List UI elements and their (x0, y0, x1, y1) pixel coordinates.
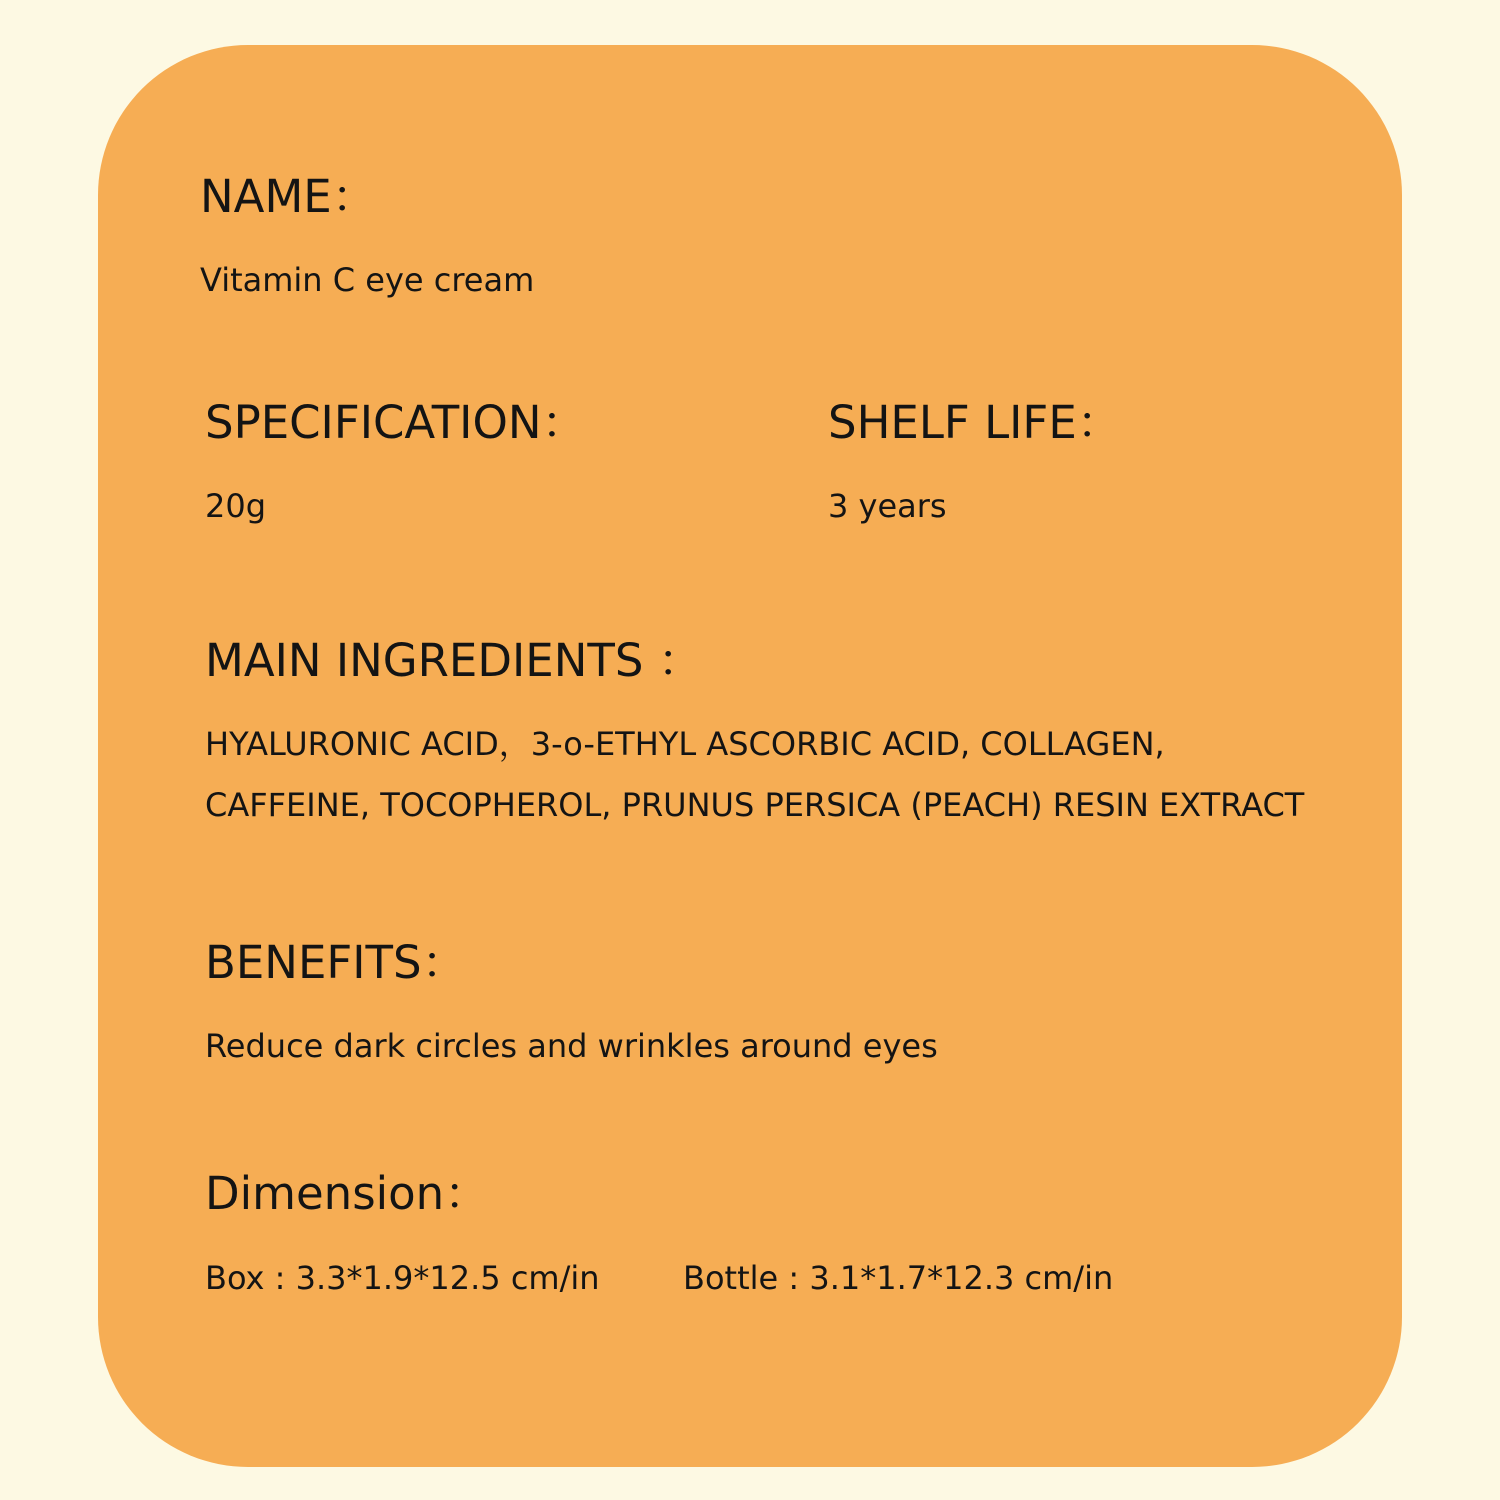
specification-heading: SPECIFICATION： (205, 396, 587, 449)
ingredients-line-1: HYALURONIC ACID，3-o-ETHYL ASCORBIC ACID, COLLAGEN, (205, 725, 1165, 763)
main-ingredients-list (205, 714, 1304, 836)
dimension-box: Box : 3.3*1.9*12.5 cm/in (205, 1259, 600, 1297)
benefits-value: Reduce dark circles and wrinkles around eyes (205, 1027, 938, 1065)
ingredients-line-2: CAFFEINE, TOCOPHEROL, PRUNUS PERSICA (PEACH) RESIN EXTRACT (205, 786, 1305, 824)
dimension-bottle: Bottle : 3.1*1.7*12.3 cm/in (683, 1259, 1114, 1297)
dimension-heading: Dimension： (205, 1167, 490, 1220)
shelf-life-heading: SHELF LIFE： (828, 396, 1122, 449)
name-heading: NAME： (200, 170, 377, 223)
shelf-life-value: 3 years (828, 487, 947, 525)
name-value: Vitamin C eye cream (200, 261, 535, 299)
specification-value: 20g (205, 487, 267, 525)
benefits-heading: BENEFITS： (205, 936, 467, 989)
main-ingredients-heading: MAIN INGREDIENTS ： (205, 634, 703, 687)
